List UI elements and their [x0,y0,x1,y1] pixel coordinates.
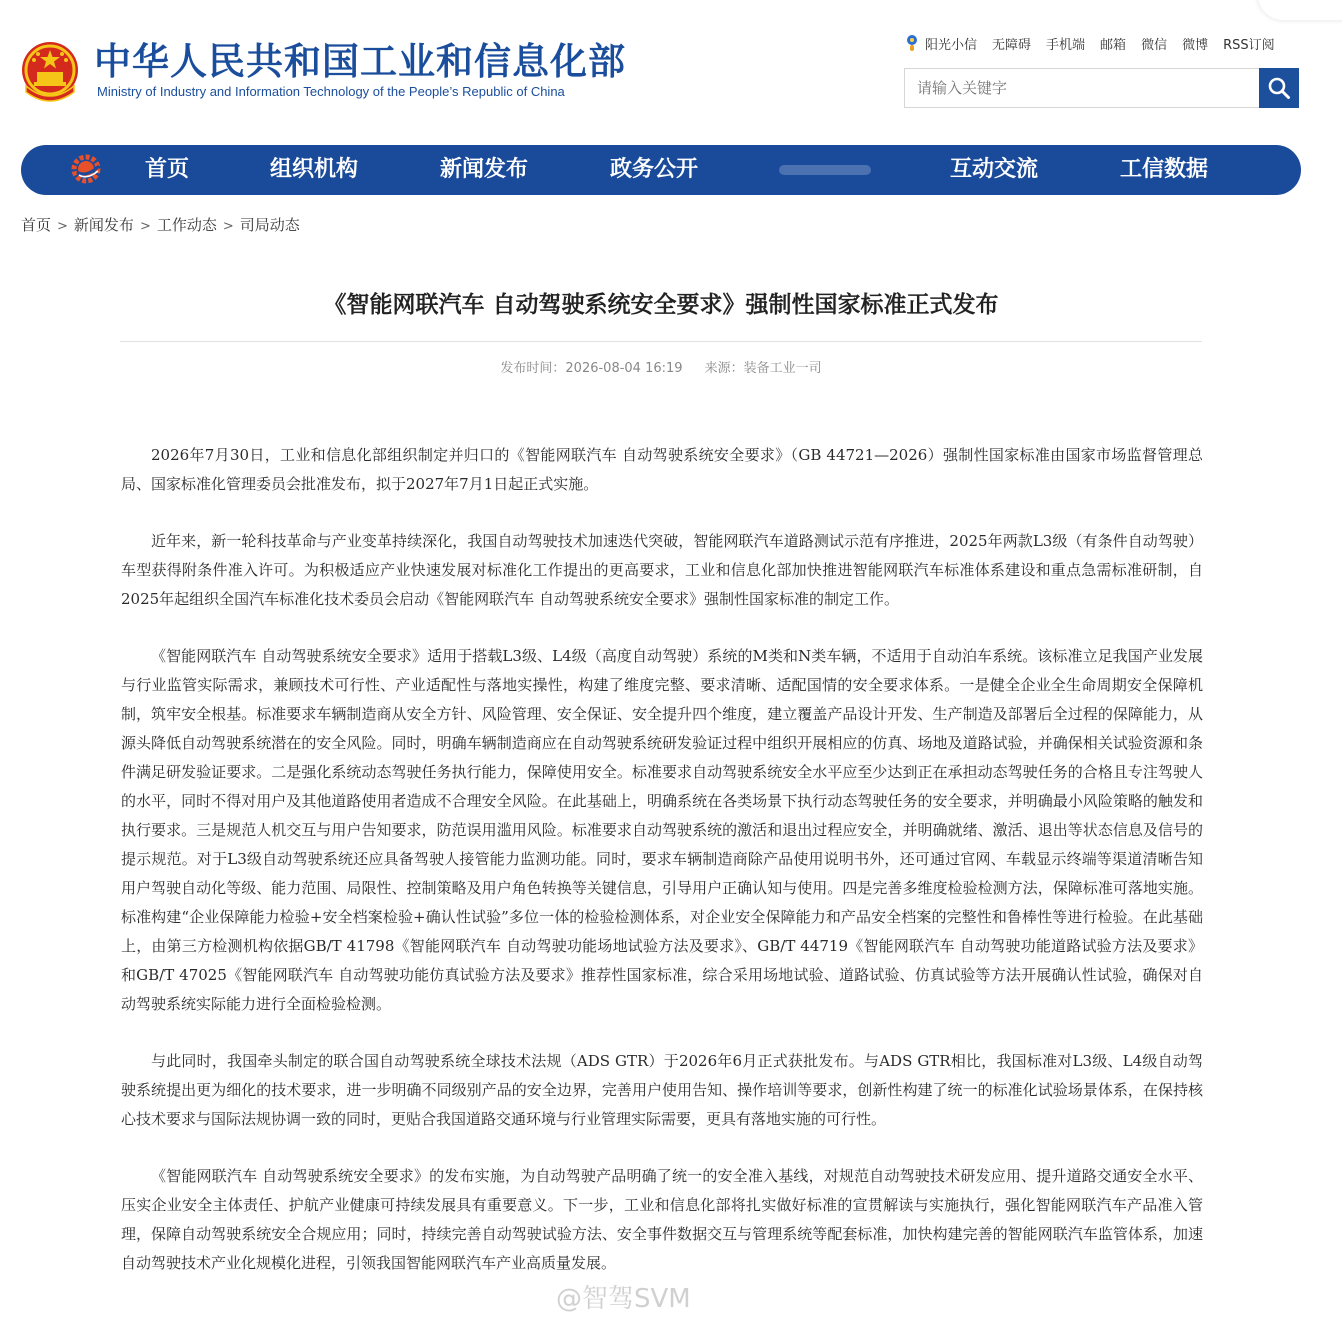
miit-logo-icon [69,152,103,186]
article-paragraph: 近年来，新一轮科技革命与产业变革持续深化，我国自动驾驶技术加速迭代突破，智能网联汽车道路测试示范有序推进，2025年两款L3级（有条件自动驾驶）车型获得附条件准入许可。为积极适应产业快速发展对标准化工作提出的更高要求，工业和信息化部加快推进智能网联汽车标准体系建设和重点急需标准研制，自2025年起组织全国汽车标准化技术委员会启动《智能网联汽车 自动驾驶系统安全要求》强制性国家标准的制定工作。 [121,532,1203,608]
nav-item-government-affairs[interactable]: 政务公开 [610,157,699,182]
search-input[interactable] [904,68,1260,108]
floating-widget[interactable] [1258,0,1342,20]
search-button[interactable] [1259,68,1299,108]
breadcrumb-separator: > [222,219,234,234]
top-link-accessibility[interactable]: 无障碍 [992,38,1032,53]
nav-item-home[interactable]: 首页 [145,157,190,182]
breadcrumb-separator: > [139,219,151,234]
breadcrumb-home[interactable]: 首页 [21,216,52,234]
article-paragraph: 与此同时，我国牵头制定的联合国自动驾驶系统全球技术法规（ADS GTR）于2026年6月正式获批发布。与ADS GTR相比，我国标准对L3级、L4级自动驾驶系统提出更为细化的技术要求，进一步明确不同级别产品的安全边界，完善用户使用告知、操作培训等要求，创新性构建了统一的标准化试验场景体系，在保持核心技术要求与国际法规协调一致的同时，更贴合我国道路交通环境与行业管理实际需要，更具有落地实施的可行性。 [121,1052,1203,1128]
breadcrumb-separator: > [57,219,68,234]
national-emblem-icon [20,40,80,104]
breadcrumb-work-updates[interactable]: 工作动态 [156,216,217,234]
nav-item-obscured[interactable] [779,165,871,175]
site-subtitle: Ministry of Industry and Information Technology of the People’s Republic of China [97,84,565,99]
article-paragraph: 《智能网联汽车 自动驾驶系统安全要求》适用于搭载L3级、L4级（高度自动驾驶）系统的M类和N类车辆，不适用于自动泊车系统。该标准立足我国产业发展与行业监管实际需求，兼顾技术可行性、产业适配性与落地实操性，构建了维度完整、要求清晰、适配国情的安全要求体系。一是健全企业全生命周期安全保障机制，筑牢安全根基。标准要求车辆制造商从安全方针、风险管理、安全保证、安全提升四个维度，建立覆盖产品设计开发、生产制造及部署后全过程的保障能力，从源头降低自动驾驶系统潜在的安全风险。同时，明确车辆制造商应在自动驾驶系统研发验证过程中组织开展相应的仿真、场地及道路试验，并确保相关试验资源和条件满足研发验证要求。二是强化系统动态驾驶任务执行能力，保障使用安全。标准要求自动驾驶系统安全水平应至少达到正在承担动态驾驶任务的合格且专注驾驶人的水平，同时不得对用户及其他道路使用者造成不合理安全风险。在此基础上，明确系统在各类场景下执行动态驾驶任务的安全要求，并明确最小风险策略的触发和执行要求。三是规范人机交互与用户告知要求，防范误用滥用风险。标准要求自动驾驶系统的激活和退出过程应安全，并明确就绪、激活、退出等状态信息及信号的提示规范。对于L3级自动驾驶系统还应具备驾驶人接管能力监测功能。同时，要求车辆制造商除产品使用说明书外，还可通过官网、车载显示终端等渠道清晰告知用户驾驶自动化等级、能力范围、局限性、控制策略及用户角色转换等关键信息，引导用户正确认知与使用。四是完善多维度检验检测方法，保障标准可落地实施。标准构建“企业保障能力检验+安全档案检验+确认性试验”多位一体的检验检测体系，对企业安全保障能力和产品安全档案的完整性和鲁棒性等进行检验。在此基础上，由第三方检测机构依据GB/T 41798《智能网联汽车 自动驾驶功能场地试验方法及要求》、GB/T 44719《智能网联汽车 自动驾驶功能道路试验方法及要求》和GB/T 47025《智能网联汽车 自动驾驶功能仿真试验方法及要求》推荐性国家标准，综合采用场地试验、道路试验、仿真试验等方法开展确认性试验，确保对自动驾驶系统实际能力进行全面检验检测。 [121,647,1203,1013]
search-icon [1267,76,1291,100]
site-header [0,0,1342,140]
breadcrumb [21,214,300,238]
breadcrumb-department-updates[interactable]: 司局动态 [239,216,300,234]
top-link-weibo[interactable]: 微博 [1182,38,1209,53]
article-meta [120,359,1202,379]
title-divider [120,341,1202,342]
nav-item-data[interactable]: 工信数据 [1120,157,1209,182]
publish-time: 发布时间：2026-08-04 16:19 [500,361,683,376]
sunshine-assistant-icon [905,34,919,52]
site-title[interactable]: 中华人民共和国工业和信息化部 [94,40,626,83]
top-link-wechat[interactable]: 微信 [1141,38,1168,53]
article-title: 《智能网联汽车 自动驾驶系统安全要求》强制性国家标准正式发布 [323,292,999,318]
article-source: 来源：装备工业一司 [704,361,822,376]
top-link-sunshine[interactable]: 阳光小信 [925,38,978,53]
weibo-watermark: @智驾SVM [556,1284,691,1314]
article-paragraph: 《智能网联汽车 自动驾驶系统安全要求》的发布实施，为自动驾驶产品明确了统一的安全准入基线，对规范自动驾驶技术研发应用、提升道路交通安全水平、压实企业安全主体责任、护航产业健康可持续发展具有重要意义。下一步，工业和信息化部将扎实做好标准的宣贯解读与实施执行，强化智能网联汽车产品准入管理，保障自动驾驶系统安全合规应用；同时，持续完善自动驾驶试验方法、安全事件数据交互与管理系统等配套标准，加快构建完善的智能网联汽车监管体系，加速自动驾驶技术产业化规模化进程，引领我国智能网联汽车产业高质量发展。 [121,1167,1203,1272]
article-paragraph: 2026年7月30日，工业和信息化部组织制定并归口的《智能网联汽车 自动驾驶系统安全要求》（GB 44721—2026）强制性国家标准由国家市场监督管理总局、国家标准化管理委员会批准发布，拟于2027年7月1日起正式实施。 [121,446,1203,493]
top-link-rss[interactable]: RSS订阅 [1223,38,1275,53]
nav-item-interaction[interactable]: 互动交流 [950,157,1039,182]
top-link-mail[interactable]: 邮箱 [1100,38,1127,53]
top-link-mobile[interactable]: 手机端 [1046,38,1086,53]
main-nav [21,145,1301,195]
nav-item-organization[interactable]: 组织机构 [270,157,359,182]
breadcrumb-news[interactable]: 新闻发布 [73,216,134,234]
nav-item-news[interactable]: 新闻发布 [440,157,529,182]
top-links [905,34,1275,54]
article-body [121,441,1203,1306]
